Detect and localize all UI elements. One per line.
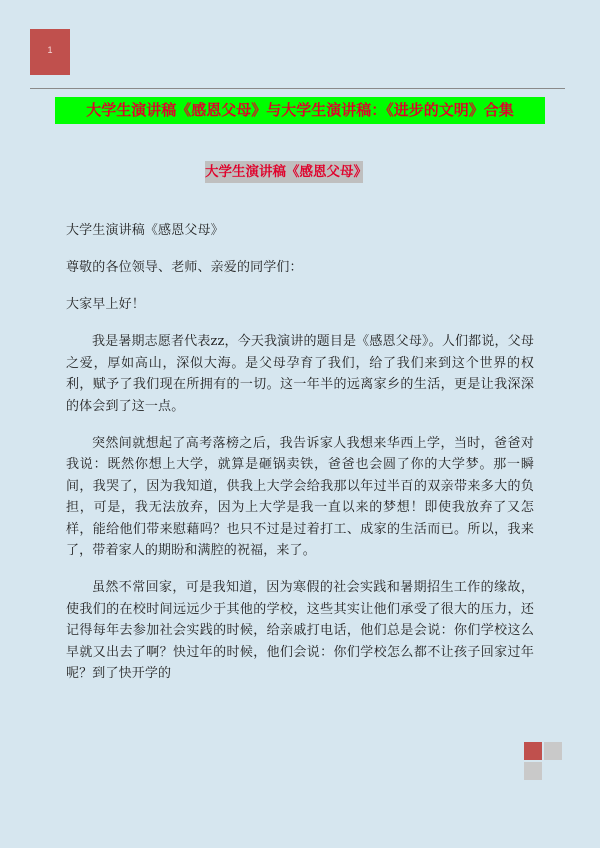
paragraph-intro: 我是暑期志愿者代表zz，今天我演讲的题目是《感恩父母》。人们都说，父母之爱，厚如高山，深似大海。是父母孕育了我们，给了我们来到这个世界的权利，赋予了我们现在所拥有的一切。这一年半的远离家乡的生活，更是让我深深的体会到了这一点。 <box>66 334 534 414</box>
section-title: 大学生演讲稿《感恩父母》 <box>205 161 363 183</box>
page-number-badge <box>30 29 70 75</box>
paragraph-speech-title: 大学生演讲稿《感恩父母》 <box>66 223 224 238</box>
paragraph-school: 虽然不常回家，可是我知道，因为寒假的社会实践和暑期招生工作的缘故，使我们的在校时间远远少于其他的学校，这些其实让他们承受了很大的压力，还记得每年去参加社会实践的时候，给亲戚打电话，他们总是会说：你们学校这么早就又出去了啊？快过年的时候，他们会说：你们学校怎么都不让孩子回家过年呢？到了快开学的 <box>66 580 534 681</box>
page-number: 1 <box>47 45 53 55</box>
decorative-square-red <box>524 742 542 760</box>
decorative-square-gray <box>524 762 542 780</box>
decorative-square-gray <box>544 742 562 760</box>
document-body <box>66 220 534 700</box>
paragraph-greeting: 尊敬的各位领导、老师、亲爱的同学们： <box>66 260 303 275</box>
paragraph-good-morning: 大家早上好！ <box>66 297 145 312</box>
header-divider <box>30 88 565 89</box>
paragraph-exam: 突然间就想起了高考落榜之后，我告诉家人我想来华西上学，当时，爸爸对我说：既然你想上大学，就算是砸锅卖铁，爸爸也会圆了你的大学梦。那一瞬间，我哭了，因为我知道，供我上大学会给我那以年过半百的双亲带来多大的负担，可是，我无法放弃，因为上大学是我一直以来的梦想！即使我放弃了又怎样，能给他们带来慰藉吗？也只不过是过着打工、成家的生活而已。所以，我来了，带着家人的期盼和满腔的祝福，来了。 <box>66 435 534 558</box>
document-title: 大学生演讲稿《感恩父母》与大学生演讲稿：《进步的文明》合集 <box>55 97 545 124</box>
